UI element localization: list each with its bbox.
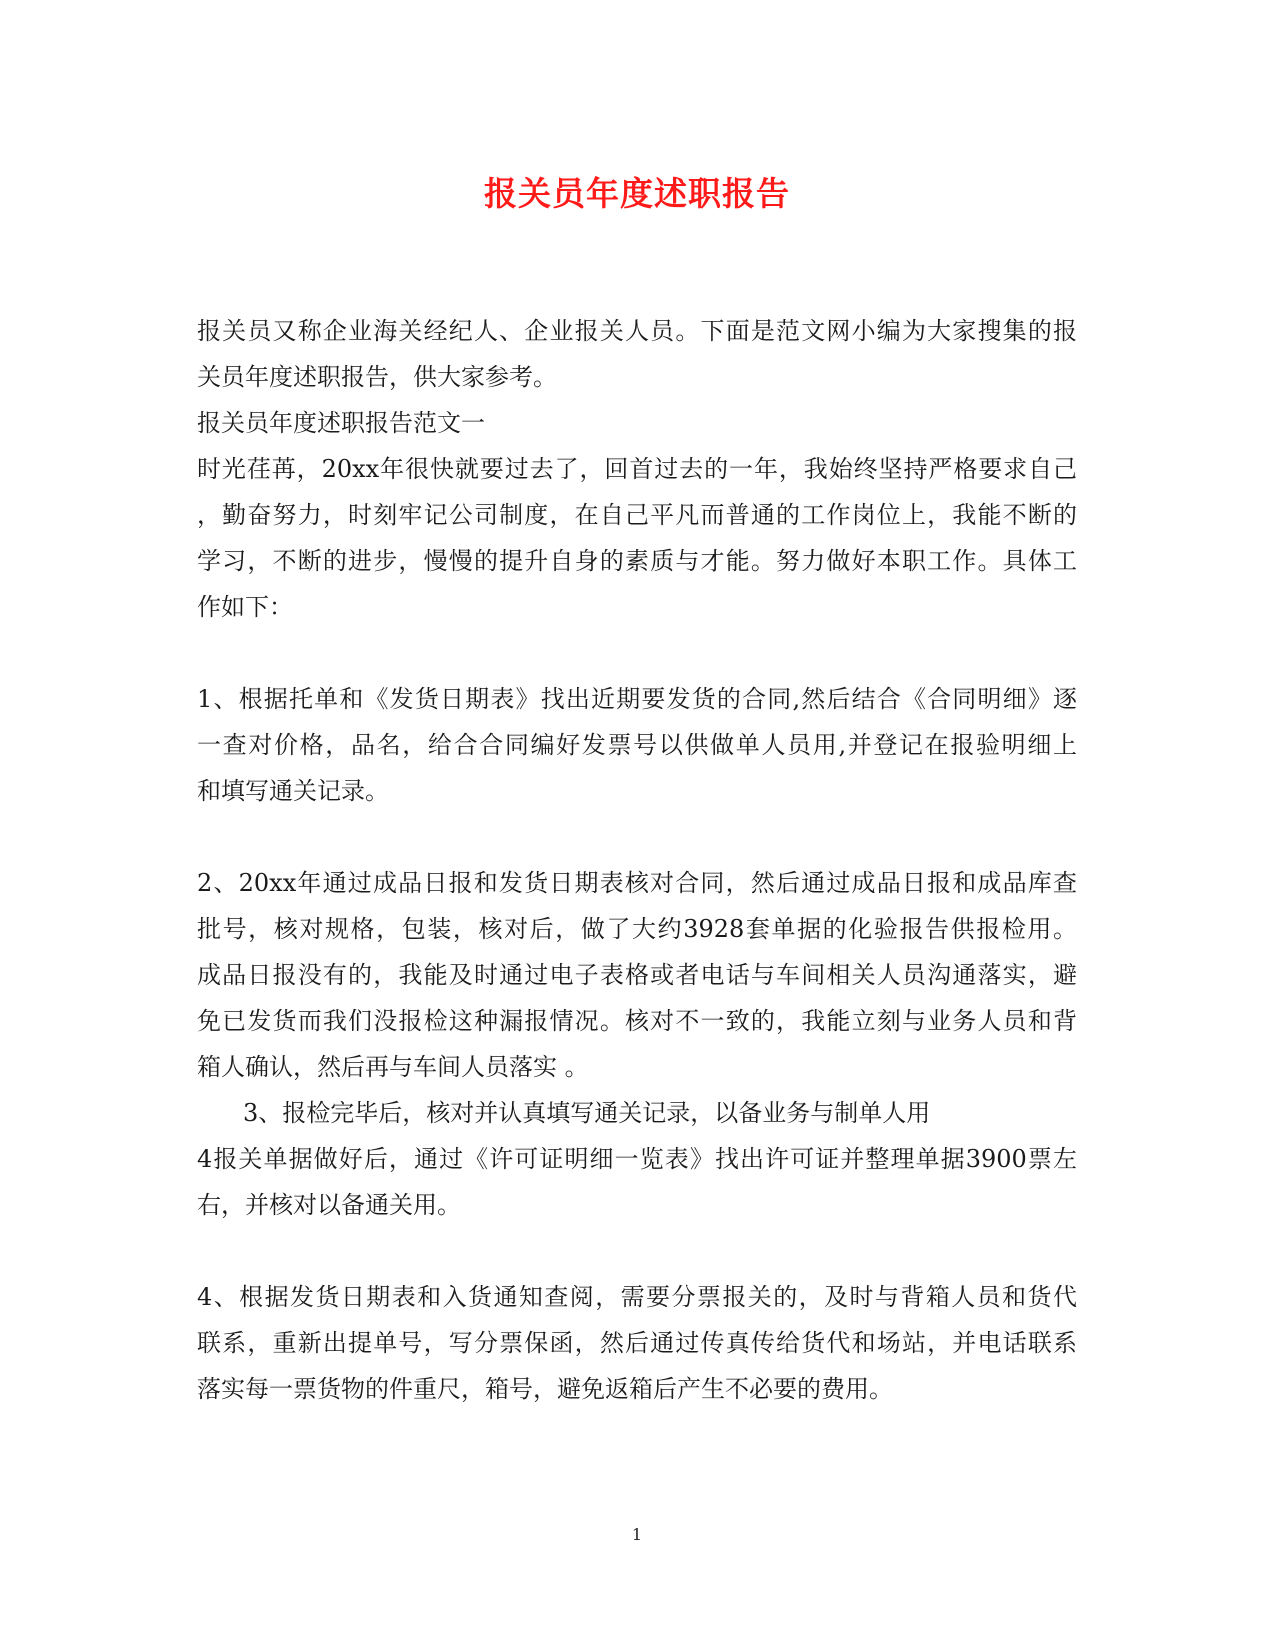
paragraph-line: 时光荏苒，20xx年很快就要过去了，回首过去的一年，我始终坚持严格要求自己 (197, 455, 1077, 483)
paragraph-line: 学习，不断的进步，慢慢的提升自身的素质与才能。努力做好本职工作。具体工 (197, 547, 1077, 575)
paragraph-line: ，勤奋努力，时刻牢记公司制度，在自己平凡而普通的工作岗位上，我能不断的 (197, 501, 1077, 529)
section-heading: 报关员年度述职报告范文一 (197, 409, 485, 437)
paragraph-line: 联系，重新出提单号，写分票保函，然后通过传真传给货代和场站，并电话联系 (197, 1329, 1077, 1357)
paragraph-line: 1、根据托单和《发货日期表》找出近期要发货的合同,然后结合《合同明细》逐 (197, 685, 1077, 713)
paragraph-line: 落实每一票货物的件重尺，箱号，避免返箱后产生不必要的费用。 (197, 1375, 893, 1403)
paragraph-line: 作如下： (197, 593, 293, 621)
paragraph-line: 免已发货而我们没报检这种漏报情况。核对不一致的，我能立刻与业务人员和背 (197, 1007, 1077, 1035)
paragraph-line: 4报关单据做好后，通过《许可证明细一览表》找出许可证并整理单据3900票左 (197, 1145, 1077, 1173)
paragraph-line: 右，并核对以备通关用。 (197, 1191, 461, 1219)
paragraph-line: 报关员又称企业海关经纪人、企业报关人员。下面是范文网小编为大家搜集的报 (197, 317, 1077, 345)
paragraph-line: 箱人确认，然后再与车间人员落实 。 (197, 1053, 589, 1081)
paragraph-line: 2、20xx年通过成品日报和发货日期表核对合同，然后通过成品日报和成品库查 (197, 869, 1077, 897)
paragraph-line: 一查对价格，品名，给合合同编好发票号以供做单人员用,并登记在报验明细上 (197, 731, 1077, 759)
page-number: 1 (631, 1525, 643, 1544)
document-title: 报关员年度述职报告 (484, 174, 790, 213)
paragraph-line: 3、报检完毕后，核对并认真填写通关记录，以备业务与制单人用 (243, 1099, 931, 1127)
paragraph-line: 4、根据发货日期表和入货通知查阅，需要分票报关的，及时与背箱人员和货代 (197, 1283, 1077, 1311)
paragraph-line: 关员年度述职报告，供大家参考。 (197, 363, 557, 391)
paragraph-line: 批号，核对规格，包装，核对后，做了大约3928套单据的化验报告供报检用。 (197, 915, 1077, 943)
paragraph-line: 和填写通关记录。 (197, 777, 389, 805)
paragraph-line: 成品日报没有的，我能及时通过电子表格或者电话与车间相关人员沟通落实，避 (197, 961, 1077, 989)
